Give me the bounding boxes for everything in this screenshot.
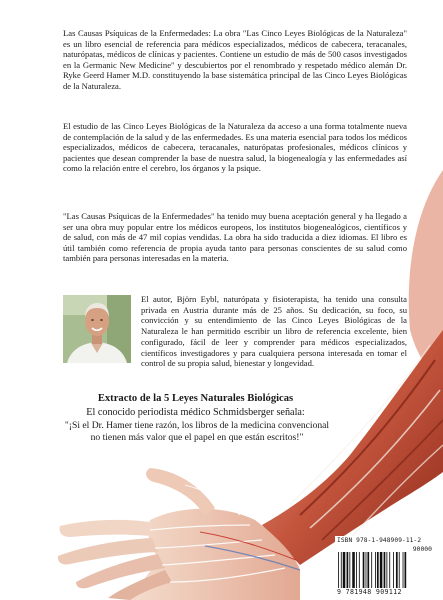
extract-quote: "¡Si el Dr. Hamer tiene razón, los libros de la medicina convencional no tienen más valor que el papel en que están escritos!" (64, 420, 330, 444)
study-paragraph: El estudio de las Cinco Leyes Biológicas de la Naturaleza da acceso a una forma totalmente nueva de contemplación de la salud y de las enfermedades. Es una materia esencial para todos los médicos especializados, médicos de cabecera, teracanales, naturópatas profesionales, médicos clínicos y pacientes que desean comprender la base de nuestra salud, la biogenealogía y las enfermedades así como la relación entre el cerebro, los órganos y la psique. (63, 121, 407, 174)
extract-subtitle: El conocido periodista médico Schmidsberger señala: (86, 407, 305, 418)
barcode-digits: 9 781948 909112 (337, 588, 402, 596)
isbn-barcode (335, 536, 435, 598)
author-photo (63, 295, 131, 363)
isbn-label: ISBN 978-1-948909-11-2 (337, 537, 422, 544)
author-paragraph: El autor, Björn Eybl, naturópata y fisioterapista, ha tenido una consulta privada en Austria durante más de 25 años. Su dedicación, su foco, su convicción y su entendimiento de las Cinco Leyes Biológicas de la Naturaleza le han permitido escribir un libro de referencia excelente, bien configurado, fácil de leer y comprender para médicos especializados, científicos investigadores y para cualquiera persona interesada en tomar el control de su propia salud, bienestar y longevidad. (141, 294, 407, 369)
barcode-bars (337, 552, 433, 588)
extract-title: Extracto de la 5 Leyes Naturales Biológicas (97, 393, 294, 404)
intro-paragraph: Las Causas Psíquicas de la Enfermedades: La obra "Las Cinco Leyes Biológicas de la Naturaleza" es un libro esencial de referencia para médicos especializados, médicos de cabecera, teracanales, naturópatas, médicos de clínicas y pacientes. Contiene un estudio de más de 500 casos investigados en la Germanic New Medicine" y descubiertos por el renombrado y respetado médico alemán Dr. Ryke Geerd Hamer M.D. constituyendo la base sistemática principal de las Cinco Leyes Biológicas de la Naturaleza. (63, 28, 407, 91)
reception-paragraph: "Las Causas Psíquicas de la Enfermedades" ha tenido muy buena aceptación general y ha llegado a ser una obra muy popular entre los médicos europeos, los institutos biogenealógicos, científicos y de salud, con más de 47 mil copias vendidas. La obra ha sido traducida a diez idiomas. El libro es útil también como referencia de propia ayuda tanto para personas conscientes de su salud como también para personas interesadas en la materia. (63, 211, 407, 264)
price-code: 90000 (412, 545, 432, 553)
